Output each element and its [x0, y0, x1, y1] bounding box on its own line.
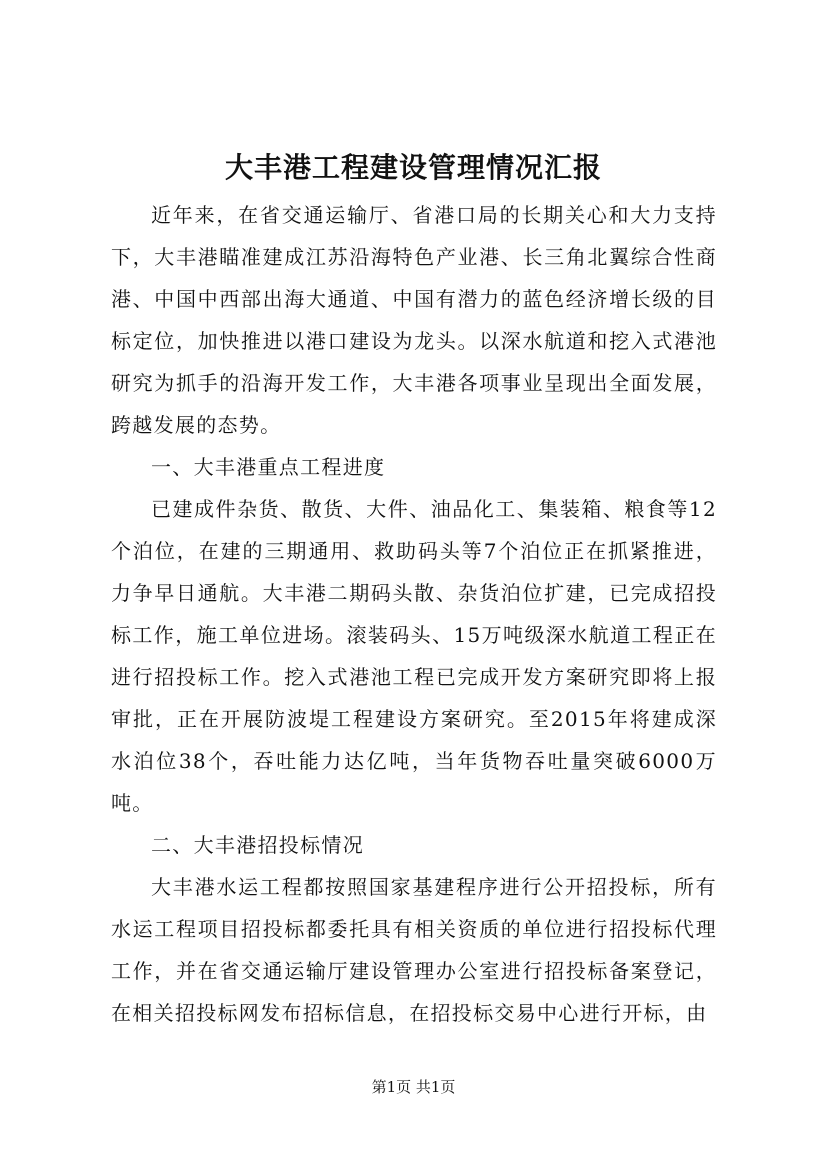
page-footer: 第1页 共1页	[371, 1078, 456, 1096]
document-title: 大丰港工程建设管理情况汇报	[224, 151, 602, 184]
paragraph-progress: 已建成件杂货、散货、大件、油品化工、集装箱、粮食等12个泊位，在建的三期通用、救助码头等7个泊位正在抓紧推进，力争早日通航。大丰港二期码头散、杂货泊位扩建，已完成招投标工作，施工单位进场。滚装码头、15万吨级深水航道工程正在进行招投标工作。挖入式港池工程已完成开发方案研究即将上报审批，正在开展防波堤工程建设方案研究。至2015年将建成深水泊位38个，吞吐能力达亿吨，当年货物吞吐量突破6000万吨。	[111, 497, 717, 815]
document-body	[111, 194, 717, 1034]
paragraph-bidding: 大丰港水运工程都按照国家基建程序进行公开招投标，所有水运工程项目招投标都委托具有相关资质的单位进行招投标代理工作，并在省交通运输厅建设管理办公室进行招投标备案登记，在相关招投标网发布招标信息，在招投标交易中心进行开标，由	[111, 875, 717, 1025]
paragraph-intro: 近年来，在省交通运输厅、省港口局的长期关心和大力支持下，大丰港瞄准建成江苏沿海特色产业港、长三角北翼综合性商港、中国中西部出海大通道、中国有潜力的蓝色经济增长级的目标定位，加快推进以港口建设为龙头。以深水航道和挖入式港池研究为抓手的沿海开发工作，大丰港各项事业呈现出全面发展，跨越发展的态势。	[111, 203, 717, 437]
section-heading-bidding: 二、大丰港招投标情况	[151, 833, 364, 857]
section-heading-progress: 一、大丰港重点工程进度	[151, 455, 386, 479]
